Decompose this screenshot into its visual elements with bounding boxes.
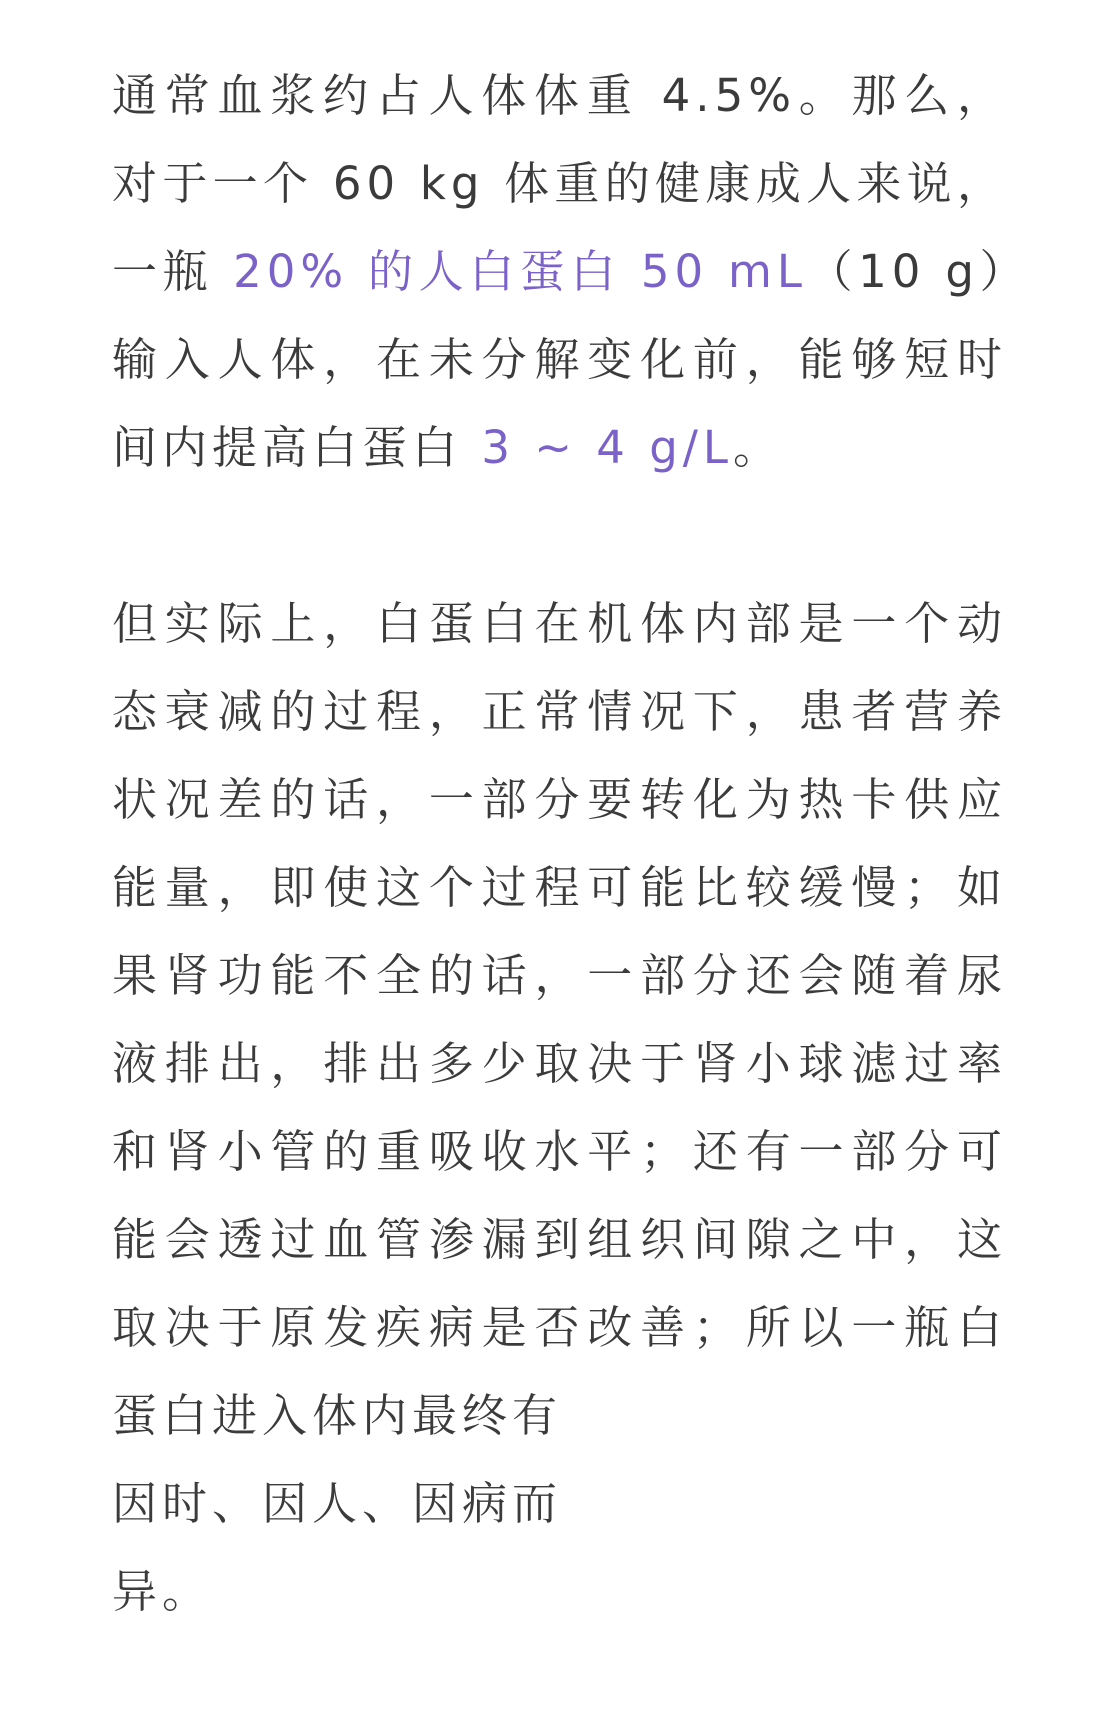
paragraph-text: 通常血浆约占人体体重 4.5%。那么，对于一个 60 kg 体重的健康成人来说，一瓶 xyxy=(112,69,1007,298)
paragraph-albumin-decay xyxy=(112,580,1007,1636)
paragraph-tail-end: 异。 xyxy=(112,1565,213,1618)
paragraph-text: （10 g）输入人体，在未分解变化前，能够短时间内提高白蛋白 xyxy=(112,245,1007,474)
highlight-albumin-increase: 3 ~ 4 g/L xyxy=(481,421,733,474)
highlight-albumin-dose: 20% 的人白蛋白 50 mL xyxy=(233,245,807,298)
paragraph-tail-right: 因时、因人、因病而 xyxy=(112,1477,563,1530)
paragraph-plasma-albumin xyxy=(112,52,1007,492)
article-body xyxy=(112,52,1007,1636)
paragraph-text: 但实际上，白蛋白在机体内部是一个动态衰减的过程，正常情况下，患者营养状况差的话，一部分要转化为热卡供应能量，即使这个过程可能比较缓慢；如果肾功能不全的话，一部分还会随着尿液排出，排出多少取决于肾小球滤过率和肾小管的重吸收水平；还有一部分可能会透过血管渗漏到组织间隙之中，这取决于原发疾病是否改善；所以一瓶白蛋白进入体内最终有 xyxy=(112,597,1007,1442)
paragraph-text: 。 xyxy=(733,421,784,474)
